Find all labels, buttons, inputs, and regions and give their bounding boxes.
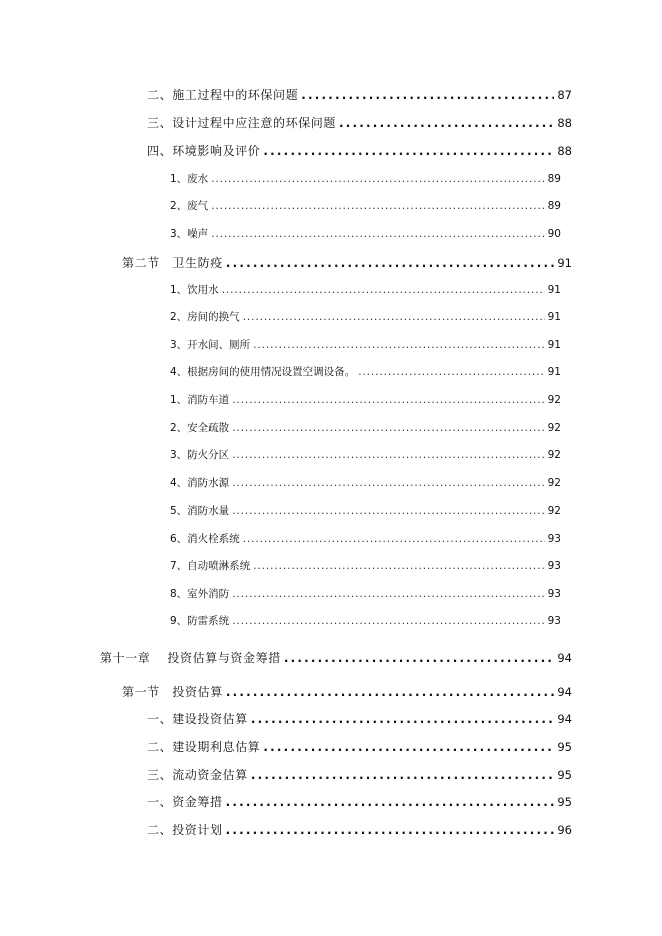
toc-entry[interactable] <box>170 420 561 435</box>
dot-leader <box>232 422 544 434</box>
dot-leader <box>211 200 544 212</box>
toc-entry[interactable] <box>122 683 572 700</box>
toc-entry-page: 92 <box>547 422 561 434</box>
toc-entry[interactable] <box>170 475 561 490</box>
dot-leader <box>211 173 544 185</box>
toc-entry-page: 95 <box>557 768 572 782</box>
toc-entry-page: 95 <box>557 740 572 754</box>
dot-leader <box>284 651 555 665</box>
toc-entry-page: 93 <box>547 533 561 545</box>
toc-entry-page: 90 <box>547 228 561 240</box>
toc-entry-title: 3、开水间、厕所 <box>170 339 251 351</box>
toc-entry[interactable] <box>147 710 572 727</box>
toc-entry[interactable] <box>170 392 561 407</box>
toc-entry-page: 92 <box>547 505 561 517</box>
dot-leader <box>263 740 554 754</box>
toc-entry-page: 92 <box>547 477 561 489</box>
toc-entry-title: 7、自动喷淋系统 <box>170 560 251 572</box>
toc-entry-page: 94 <box>557 685 572 699</box>
toc-entry-title: 2、房间的换气 <box>170 311 240 323</box>
dot-leader <box>211 228 544 240</box>
toc-entry-page: 96 <box>557 823 572 837</box>
toc-entry-page: 94 <box>557 712 572 726</box>
toc-entry-page: 91 <box>547 339 561 351</box>
toc-entry-title: 1、饮用水 <box>170 284 219 296</box>
dot-leader <box>358 366 544 378</box>
dot-leader <box>232 449 544 461</box>
toc-entry[interactable] <box>147 793 572 810</box>
toc-entry[interactable] <box>147 114 572 131</box>
toc-entry-title: 3、防火分区 <box>170 449 230 461</box>
toc-entry[interactable] <box>100 649 572 666</box>
toc-entry-title: 一、建设投资估算 <box>147 712 248 726</box>
toc-entry[interactable] <box>122 254 572 271</box>
toc-entry[interactable] <box>170 586 561 601</box>
dot-leader <box>232 394 544 406</box>
toc-entry-page: 91 <box>547 366 561 378</box>
dot-leader <box>251 712 555 726</box>
toc-entry-page: 91 <box>547 284 561 296</box>
toc-entry[interactable] <box>170 613 561 628</box>
toc-entry[interactable] <box>170 364 561 379</box>
toc-entry-page: 93 <box>547 560 561 572</box>
toc-entry-title: 第一节 投资估算 <box>122 685 223 699</box>
toc-entry-page: 88 <box>557 116 572 130</box>
toc-entry-title: 2、安全疏散 <box>170 422 230 434</box>
toc-entry[interactable] <box>170 226 561 241</box>
dot-leader <box>301 88 554 102</box>
dot-leader <box>226 685 555 699</box>
toc-entry[interactable] <box>170 309 561 324</box>
toc-entry-title: 2、废气 <box>170 200 209 212</box>
toc-entry-page: 91 <box>557 256 572 270</box>
toc-entry-title: 二、建设期利息估算 <box>147 740 261 754</box>
dot-leader <box>253 339 544 351</box>
dot-leader <box>226 256 555 270</box>
dot-leader <box>263 144 554 158</box>
toc-entry-page: 93 <box>547 615 561 627</box>
toc-entry[interactable] <box>170 198 561 213</box>
toc-entry-title: 二、施工过程中的环保问题 <box>147 88 299 102</box>
toc-entry[interactable] <box>170 531 561 546</box>
toc-entry-title: 1、废水 <box>170 173 209 185</box>
toc-entry-page: 92 <box>547 394 561 406</box>
toc-entry-page: 91 <box>547 311 561 323</box>
toc-entry-page: 95 <box>557 795 572 809</box>
toc-entry[interactable] <box>170 447 561 462</box>
toc-entry-title: 8、室外消防 <box>170 588 230 600</box>
dot-leader <box>232 477 544 489</box>
toc-entry-title: 二、投资计划 <box>147 823 223 837</box>
toc-entry-title: 三、设计过程中应注意的环保问题 <box>147 116 337 130</box>
dot-leader <box>243 311 545 323</box>
toc-entry[interactable] <box>170 337 561 352</box>
toc-entry-page: 88 <box>557 144 572 158</box>
toc-entry-title: 第二节 卫生防疫 <box>122 256 223 270</box>
toc-entry[interactable] <box>147 86 572 103</box>
toc-entry[interactable] <box>170 171 561 186</box>
dot-leader <box>243 533 545 545</box>
dot-leader <box>232 615 544 627</box>
toc-entry-title: 5、消防水量 <box>170 505 230 517</box>
dot-leader <box>226 795 555 809</box>
toc-entry-title: 四、环境影响及评价 <box>147 144 261 158</box>
toc-entry[interactable] <box>147 766 572 783</box>
toc-entry-title: 一、资金筹措 <box>147 795 223 809</box>
toc-entry-page: 89 <box>547 200 561 212</box>
toc-entry-page: 87 <box>557 88 572 102</box>
dot-leader <box>222 284 545 296</box>
toc-entry-title: 4、消防水源 <box>170 477 230 489</box>
toc-entry-page: 94 <box>557 651 572 665</box>
dot-leader <box>232 505 544 517</box>
toc-entry[interactable] <box>147 738 572 755</box>
toc-entry[interactable] <box>170 558 561 573</box>
dot-leader <box>226 823 555 837</box>
toc-entry-title: 1、消防车道 <box>170 394 230 406</box>
toc-entry[interactable] <box>147 142 572 159</box>
toc-entry-title: 9、防雷系统 <box>170 615 230 627</box>
toc-entry-page: 89 <box>547 173 561 185</box>
dot-leader <box>251 768 555 782</box>
toc-entry-page: 93 <box>547 588 561 600</box>
toc-entry[interactable] <box>170 282 561 297</box>
toc-entry-title: 三、流动资金估算 <box>147 768 248 782</box>
toc-entry-title: 3、噪声 <box>170 228 209 240</box>
toc-entry[interactable] <box>147 821 572 838</box>
toc-entry-page: 92 <box>547 449 561 461</box>
toc-entry-title: 4、根据房间的使用情况设置空调设备。 <box>170 366 356 378</box>
dot-leader <box>232 588 544 600</box>
toc-entry-title: 6、消火栓系统 <box>170 533 240 545</box>
dot-leader <box>339 116 554 130</box>
toc-entry[interactable] <box>170 503 561 518</box>
dot-leader <box>253 560 544 572</box>
toc-entry-title: 第十一章 投资估算与资金筹措 <box>100 651 281 665</box>
